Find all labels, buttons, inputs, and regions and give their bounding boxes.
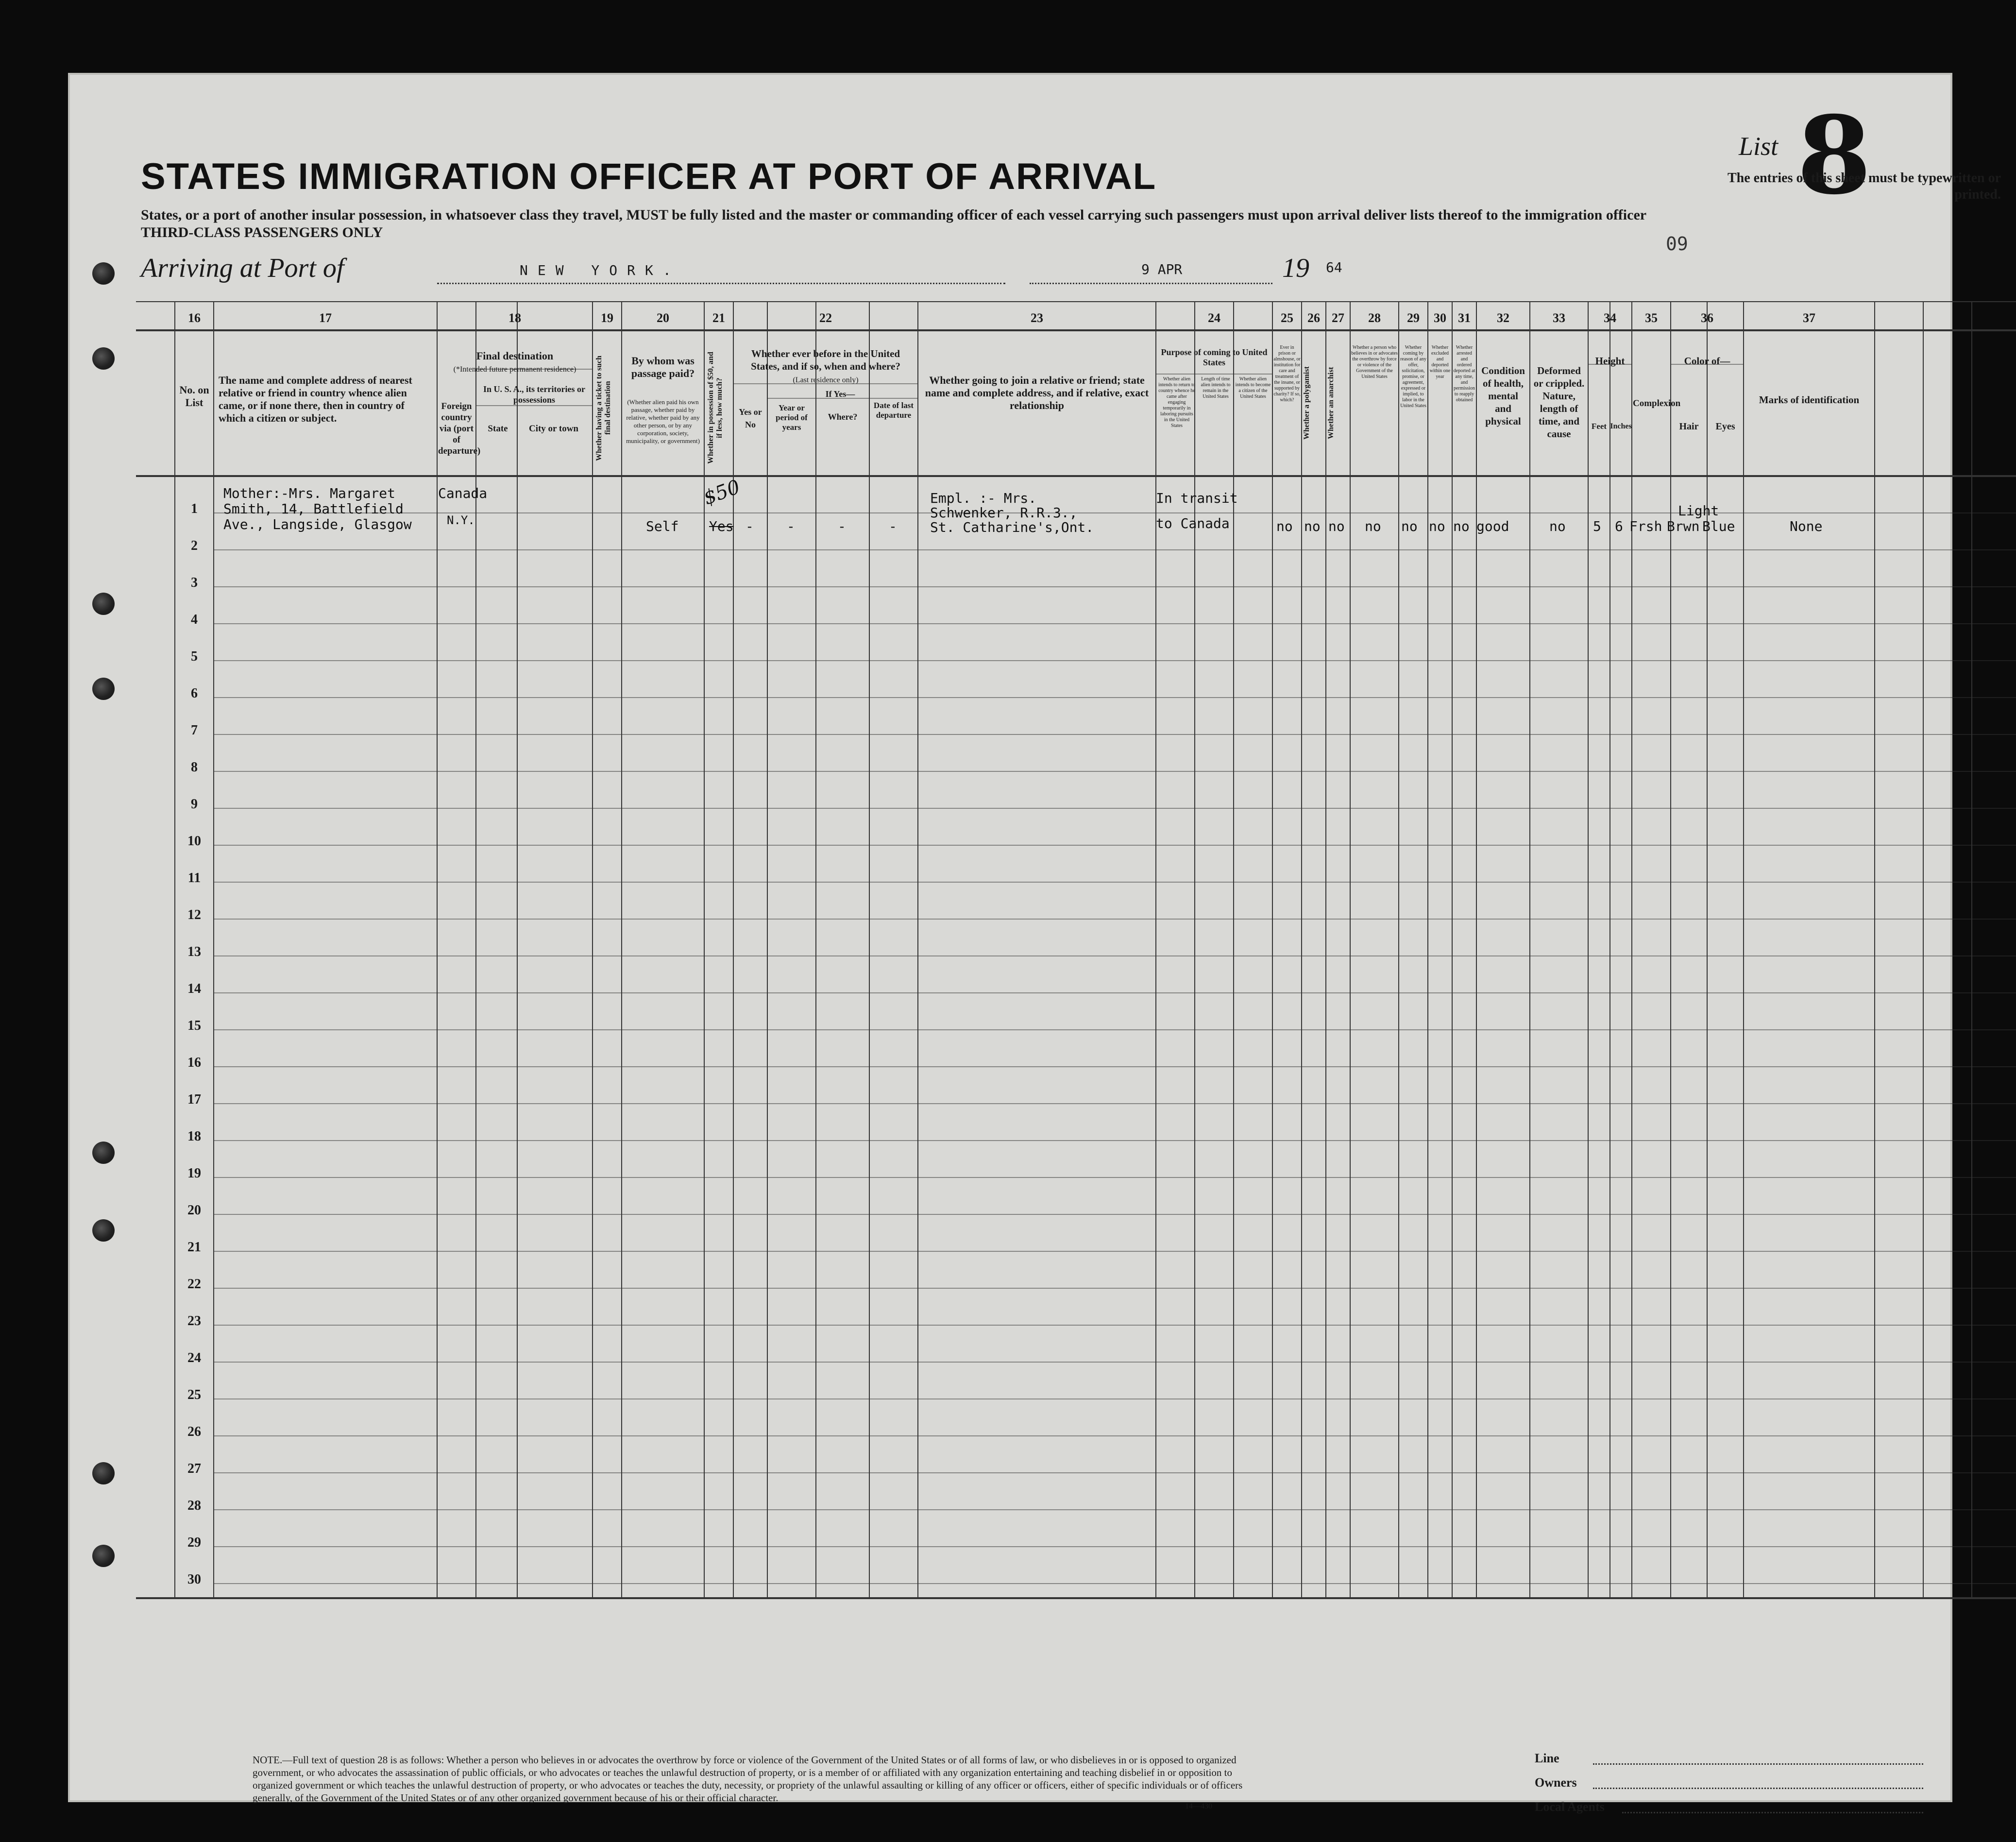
header-hair: Hair: [1679, 421, 1699, 432]
row-number: 13: [187, 944, 201, 959]
punch-hole-icon: [92, 593, 115, 615]
header-color: Color of—: [1684, 355, 1730, 367]
colnum-36: 36: [1701, 311, 1713, 325]
colnum-28: 28: [1368, 311, 1381, 325]
row1-purpose-line1: In transit: [1156, 490, 1238, 506]
row1-state: N.Y.: [447, 513, 475, 527]
colnum-23: 23: [1031, 311, 1043, 325]
row1-inches: 6: [1615, 518, 1623, 534]
row1-hair-line2: Brwn: [1667, 518, 1700, 534]
header-height: Height: [1595, 355, 1625, 367]
row1-joining-line2: Schwenker, R.R.3.,: [930, 505, 1078, 521]
header-in-usa: In U. S. A., its territories or possessions: [483, 384, 585, 405]
owners-label: Owners: [1535, 1775, 1577, 1790]
row-number: 1: [191, 501, 198, 516]
header-eyes: Eyes: [1715, 421, 1735, 432]
header-prison: Ever in prison or almshouse, or institution for care and treatment of the insane, or supported by charity? If so, which?: [1273, 345, 1301, 403]
port-dotline: [437, 283, 1005, 284]
row-number: 29: [187, 1535, 201, 1550]
row1-q25: no: [1276, 518, 1293, 534]
row1-q26: no: [1304, 518, 1321, 534]
header-polygamist: Whether a polygamist: [1303, 366, 1311, 440]
row1-money-yes: Yes: [709, 518, 734, 534]
header-yes-no: Yes or No: [739, 407, 762, 429]
header-anarchist: Whether an anarchist: [1327, 367, 1335, 440]
row-number: 12: [187, 907, 201, 922]
list-number: 8: [1797, 92, 1872, 218]
row1-complexion: Frsh: [1629, 518, 1662, 534]
header-health: Condition of health, mental and physical: [1481, 365, 1525, 427]
row-number: 28: [187, 1498, 201, 1513]
row1-joining-line1: Empl. :- Mrs.: [930, 490, 1037, 506]
header-money: Whether in possession of $50, and if less, how much?: [707, 352, 724, 464]
colnum-33: 33: [1553, 311, 1565, 325]
header-year-period: Year or period of years: [776, 403, 808, 432]
colnum-22: 22: [819, 311, 832, 325]
row-number: 7: [191, 723, 198, 738]
header-where: Where?: [828, 412, 858, 422]
header-complexion: Complexion: [1633, 398, 1681, 409]
row1-q30: no: [1429, 518, 1445, 534]
punch-hole-icon: [92, 347, 115, 370]
header-ever-before-note: (Last residence only): [793, 376, 859, 384]
colnum-17: 17: [319, 311, 332, 325]
header-overthrow: Whether a person who believes in or advocates the overthrow by force or violence of the Government of the United States: [1351, 345, 1398, 379]
row1-passage-paid: Self: [646, 518, 679, 534]
colnum-25: 25: [1281, 311, 1293, 325]
header-feet: Feet: [1591, 422, 1607, 431]
row-number: 22: [187, 1277, 201, 1292]
header-final-destination-note: (*Intended future permanent residence): [453, 365, 576, 374]
header-purpose: Purpose of coming to United States: [1161, 347, 1268, 367]
colnum-37: 37: [1803, 311, 1815, 325]
row1-marks: None: [1790, 518, 1823, 534]
punch-hole-icon: [92, 262, 115, 285]
row1-q28: no: [1365, 518, 1381, 534]
colnum-16: 16: [188, 311, 201, 325]
row1-eyes: Blue: [1702, 518, 1735, 534]
row-number: 5: [191, 649, 198, 664]
punch-hole-icon: [92, 1462, 115, 1484]
colnum-19: 19: [601, 311, 613, 325]
header-ever-before: Whether ever before in the United States, and if so, when and where?: [751, 348, 900, 372]
list-label: List: [1739, 132, 1779, 161]
punch-hole-icon: [92, 1545, 115, 1567]
row-number: 17: [187, 1092, 201, 1107]
header-final-destination: Final destination: [476, 350, 554, 362]
colnum-29: 29: [1407, 311, 1420, 325]
year-prefix: 19: [1282, 253, 1309, 283]
colnum-34: 34: [1604, 311, 1616, 325]
row1-foreign-country: Canada: [438, 485, 488, 501]
owners-dotline: [1593, 1788, 1923, 1789]
header-if-yes: If Yes—: [825, 389, 855, 399]
agents-dotline: [1622, 1812, 1923, 1813]
row-number: 21: [187, 1240, 201, 1255]
subtitle-text: States, or a port of another insular possession, in whatsoever class they travel, MUST be fully listed and the master or commanding officer of each vessel carrying such passengers must upon arrival deliver lists thereof to the immigration officer: [141, 207, 1647, 223]
row1-ever-year: -: [787, 518, 795, 534]
header-foreign-country: Foreign country via (port of departure): [438, 401, 481, 456]
line-dotline: [1593, 1763, 1923, 1765]
stamp-number: 09: [1666, 233, 1688, 255]
colnum-26: 26: [1307, 311, 1320, 325]
header-deformed: Deformed or crippled. Nature, length of time, and cause: [1533, 365, 1585, 440]
date-dotline: [1030, 283, 1272, 284]
row-number: 23: [187, 1313, 201, 1329]
row1-health: good: [1476, 518, 1509, 534]
footnote-question-28: NOTE.—Full text of question 28 is as follows: Whether a person who believes in or advocates the overthrow by force or violence of the Government of the United States or of all forms of law, or who disbelieves in or is opposed to organized government, or who advocates the assassination of public officials, or who advocates or teaches the unlawful destruction of property, or is a member of or affiliated with any organization entertaining and teaching disbelief in or opposition to organized government or which teaches the unlawful destruction of property, or who advocates or teaches the duty, necessity, or propriety of the unlawful assaulting or killing of any officer or officers, either of specific individuals or of officers generally, of the Government of the United States or of any other organized government because of his or their official character.: [253, 1754, 1243, 1804]
row-number: 24: [187, 1350, 201, 1365]
header-relative: The name and complete address of nearest relative or friend in country whence alien came, or if none there, then in country of which a citizen or subject.: [219, 374, 412, 424]
colnum-18: 18: [508, 311, 521, 325]
row-number: 18: [187, 1129, 201, 1144]
row-number: 16: [187, 1055, 201, 1070]
header-marks: Marks of identification: [1759, 394, 1860, 406]
header-purpose-return: Whether alien intends to return to country whence he came after engaging temporarily in laboring pursuits in the United States: [1158, 376, 1195, 428]
port-label: Arriving at Port of: [141, 253, 344, 283]
row-number: 8: [191, 760, 198, 775]
port-line: [141, 253, 1355, 291]
header-ticket: Whether having a ticket to such final destination: [595, 355, 612, 461]
header-excluded: Whether excluded and deported within one year: [1429, 345, 1451, 379]
colnum-20: 20: [657, 311, 669, 325]
header-last-departure: Date of last departure: [873, 401, 914, 420]
row1-hair-line1: Light: [1678, 503, 1719, 519]
row-number: 15: [187, 1018, 201, 1033]
row1-deformed: no: [1549, 518, 1566, 534]
punch-hole-icon: [92, 678, 115, 700]
header-no-on-list: No. on List: [179, 384, 209, 409]
date-value: 9 APR: [1141, 261, 1183, 277]
header-purpose-citizen: Whether alien intends to become a citizen of the United States: [1235, 376, 1271, 399]
colnum-21: 21: [712, 311, 725, 325]
row1-relative-line1: Mother:-Mrs. Margaret: [223, 485, 396, 501]
row-number: 27: [187, 1461, 201, 1476]
manifest-table: [136, 301, 2016, 1720]
colnum-32: 32: [1497, 311, 1509, 325]
header-inches: Inches: [1610, 422, 1632, 430]
row-number: 3: [191, 575, 198, 590]
line-label: Line: [1535, 1751, 1559, 1765]
header-arrested: Whether arrested and ordered deported at any time, and permission to reapply obtained: [1453, 345, 1475, 403]
row-number: 14: [187, 981, 201, 996]
row1-joining-line3: St. Catharine's,Ont.: [930, 519, 1094, 535]
header-purpose-length: Length of time alien intends to remain in the United States: [1201, 376, 1231, 399]
list-note: The entries of this sheet must be typewritten or printed.: [1727, 171, 2001, 202]
row-number: 20: [187, 1203, 201, 1218]
port-value: NEW YORK.: [520, 262, 681, 278]
class-line: THIRD-CLASS PASSENGERS ONLY: [141, 224, 383, 240]
row1-q27: no: [1328, 518, 1345, 534]
row-number: 10: [187, 834, 201, 849]
colnum-24: 24: [1208, 311, 1220, 325]
punch-hole-icon: [92, 1142, 115, 1164]
colnum-27: 27: [1332, 311, 1344, 325]
row1-ever-where: -: [838, 518, 846, 534]
row-number: 4: [191, 612, 198, 627]
row-number: 25: [187, 1387, 201, 1402]
row-number: 30: [187, 1572, 201, 1587]
row-number: 11: [187, 870, 201, 886]
header-passage: By whom was passage paid?: [631, 355, 695, 379]
row1-ever-yes-no: -: [745, 518, 754, 534]
row1-feet: 5: [1593, 518, 1601, 534]
form-number: 14—430: [1185, 1802, 1212, 1810]
colnum-30: 30: [1434, 311, 1446, 325]
form-title: STATES IMMIGRATION OFFICER AT PORT OF ARRIVAL: [141, 156, 1157, 197]
row-number: 26: [187, 1424, 201, 1439]
row-number: 9: [191, 797, 198, 812]
row1-q29: no: [1401, 518, 1418, 534]
form-subtitle: [141, 206, 1695, 241]
row1-money-handwritten: $50: [700, 476, 743, 510]
row-number: 6: [191, 686, 198, 701]
agents-label: Local Agents: [1535, 1800, 1605, 1814]
colnum-31: 31: [1458, 311, 1471, 325]
row1-q31: no: [1453, 518, 1470, 534]
punch-hole-icon: [92, 1219, 115, 1242]
header-joining: Whether going to join a relative or friend; state name and complete address, and if relative, exact relationship: [925, 374, 1149, 411]
header-state: State: [488, 424, 508, 434]
row1-relative-line3: Ave., Langside, Glasgow: [223, 516, 412, 532]
row-number: 19: [187, 1166, 201, 1181]
header-city: City or town: [528, 424, 579, 434]
year-suffix: 64: [1326, 259, 1342, 275]
row1-relative-line2: Smith, 14, Battlefield: [223, 501, 404, 517]
row1-ever-departure: -: [889, 518, 897, 534]
colnum-35: 35: [1645, 311, 1658, 325]
manifest-page: [68, 73, 2001, 1814]
header-passage-note: (Whether alien paid his own passage, whether paid by relative, whether paid by any other person, or by any corporation, society, municipality, or government): [626, 398, 700, 444]
row1-purpose-line2: to Canada: [1156, 515, 1230, 531]
row-number: 2: [191, 538, 198, 553]
header-offer: Whether coming by reason of any offer, solicitation, promise, or agreement, expressed or implied, to labor in the United States: [1400, 345, 1426, 409]
